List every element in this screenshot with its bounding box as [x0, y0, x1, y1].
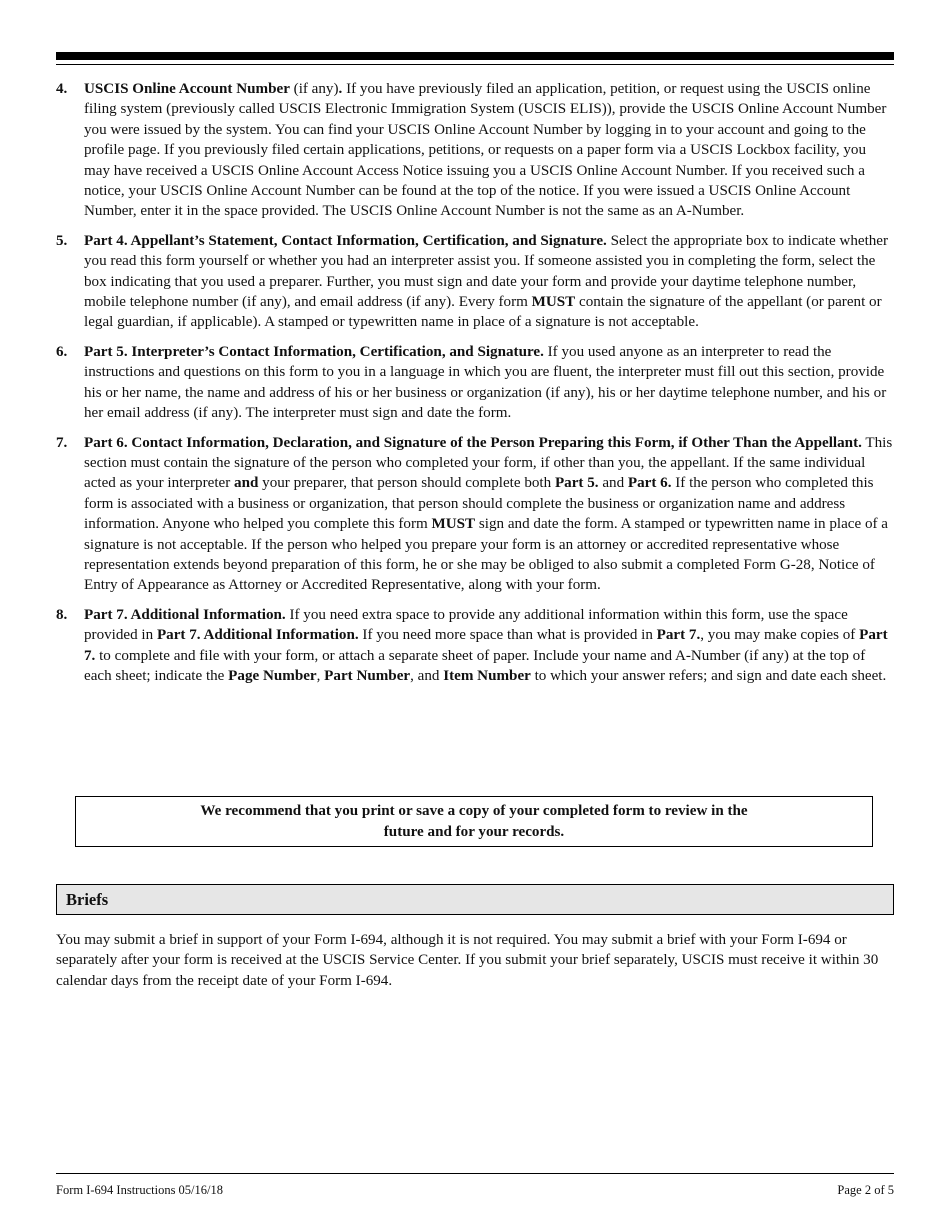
- item-text: [84, 79, 894, 222]
- text-run: If you used anyone as an interpreter to read the instructions and questions on this form to you in a language in which you are fluent, the interpreter must fill out this section, provide his or her name, the name and address of his or her business or organization (if any), his or her daytime telephone number, and his or her email address (if any). The interpreter must sign and date the form.: [84, 343, 887, 422]
- footer-rule: [56, 1173, 894, 1174]
- instruction-item: [56, 433, 894, 596]
- header-rule-thin: [56, 64, 894, 65]
- instruction-item: [56, 342, 894, 424]
- text-run: to which your answer refers; and sign and date each sheet.: [530, 667, 887, 684]
- text-run: This section must contain the signature of the person who completed your form, if other than you, the appellant. If the same individual acted as your interpreter: [84, 434, 893, 492]
- bold-text-run: Part 7. Additional Information.: [156, 627, 359, 644]
- bold-text-run: .: [338, 81, 343, 97]
- text-run: contain the signature of the appellant (or parent or legal guardian, if applicable). A stamped or typewritten name in place of a signature is not acceptable.: [84, 294, 882, 331]
- bold-text-run: Part 5.: [554, 475, 599, 492]
- instruction-items-list: [56, 79, 894, 695]
- bold-text-run: Part 4. Appellant’s Statement, Contact Information, Certification, and Signature.: [84, 232, 607, 249]
- item-number: 4.: [56, 81, 68, 97]
- footer-form-id: Form I-694 Instructions 05/16/18: [56, 1183, 224, 1197]
- notice-line-2: future and for your records.: [383, 823, 565, 840]
- header-rule-thick: [56, 52, 894, 60]
- bold-text-run: and: [234, 475, 259, 492]
- bold-text-run: Part 7.: [84, 627, 888, 664]
- item-number: 6.: [56, 343, 68, 360]
- text-run: If the person who completed this form is associated with a business or organization, that person should complete the business or organization name and address information. Anyone who helped you complete this form: [84, 475, 874, 533]
- text-run: , you may make copies of: [700, 627, 860, 644]
- item-text: [84, 231, 894, 333]
- text-run: your preparer, that person should complete both: [258, 475, 555, 492]
- item-text: [84, 342, 894, 424]
- text-run: (if any): [289, 81, 339, 97]
- text-run: sign and date the form. A stamped or typewritten name in place of a signature is not acceptable. If the person who helped you prepare your form is an attorney or accredited representative whose representation extends beyond preparation of this form, he or she may be obliged to also submit a completed Form G-28, Notice of Entry of Appearance as Attorney or Accredited Representative, along with your form.: [84, 516, 888, 594]
- briefs-paragraph: You may submit a brief in support of your Form I-694, although it is not required. You may submit a brief with your Form I-694 or separately after your form is received at the USCIS Service Center. If you submit your brief separately, USCIS must receive it within 30 calendar days from the receipt date of your Form I-694.: [56, 932, 879, 989]
- notice-line-1: We recommend that you print or save a copy of your completed form to review in the: [200, 803, 748, 819]
- bold-text-run: Part 7.: [656, 627, 701, 644]
- instruction-item: [56, 79, 894, 222]
- item-number: 5.: [56, 232, 68, 249]
- bold-text-run: Part 6. Contact Information, Declaration, and Signature of the Person Preparing this Form, if Other Than the Appellant.: [84, 434, 862, 451]
- text-run: ,: [316, 667, 325, 684]
- instruction-item: [56, 605, 894, 687]
- text-run: and: [598, 475, 628, 492]
- bold-text-run: MUST: [431, 516, 476, 533]
- instruction-item: [56, 231, 894, 333]
- text-run: Select the appropriate box to indicate whether you read this form yourself or whether you had an interpreter assist you. If someone assisted you in completing the form, select the box indicating that you used a preparer. Further, you must sign and date your form and provide your daytime telephone number, mobile telephone number (if any), and email address (if any). Every form: [84, 232, 889, 311]
- item-number: 8.: [56, 606, 68, 623]
- bold-text-run: Part 5. Interpreter’s Contact Information, Certification, and Signature.: [84, 343, 544, 360]
- bold-text-run: Part 6.: [627, 475, 672, 492]
- bold-text-run: Part 7. Additional Information.: [84, 606, 286, 623]
- bold-text-run: USCIS Online Account Number: [84, 81, 290, 97]
- bold-text-run: Part Number: [324, 667, 411, 684]
- recommendation-notice-box: [75, 796, 873, 847]
- bold-text-run: MUST: [531, 294, 576, 311]
- text-run: to complete and file with your form, or attach a separate sheet of paper. Include your name and A-Number (if any) at the top of each sheet; indicate the: [84, 647, 866, 684]
- text-run: If you need extra space to provide any additional information within this form, use the space provided in: [84, 606, 848, 644]
- text-run: If you need more space than what is provided in: [358, 627, 657, 644]
- item-text: [84, 433, 894, 596]
- item-text: [84, 605, 894, 687]
- briefs-section-heading: Briefs: [56, 884, 894, 915]
- text-run: If you have previously filed an application, petition, or request using the USCIS online filing system (previously called USCIS Electronic Immigration System (USCIS ELIS)), provide the USCIS Online Account Number you were issued by the system. You can find your USCIS Online Account Number by logging in to your account and going to the profile page. If you previously filed certain applications, petitions, or requests on a paper form via a USCIS Lockbox facility, you may have received a USCIS Online Account Access Notice issuing you a USCIS Online Account Number. If you received such a notice, your USCIS Online Account Number can be found at the top of the notice. If you were issued a USCIS Online Account Number, enter it in the space provided. The USCIS Online Account Number is not the same as an A-Number.: [84, 81, 887, 220]
- footer-page-number: Page 2 of 5: [837, 1183, 894, 1197]
- bold-text-run: Item Number: [443, 667, 531, 684]
- item-number: 7.: [56, 434, 68, 451]
- bold-text-run: Page Number: [228, 667, 317, 684]
- text-run: , and: [410, 667, 444, 684]
